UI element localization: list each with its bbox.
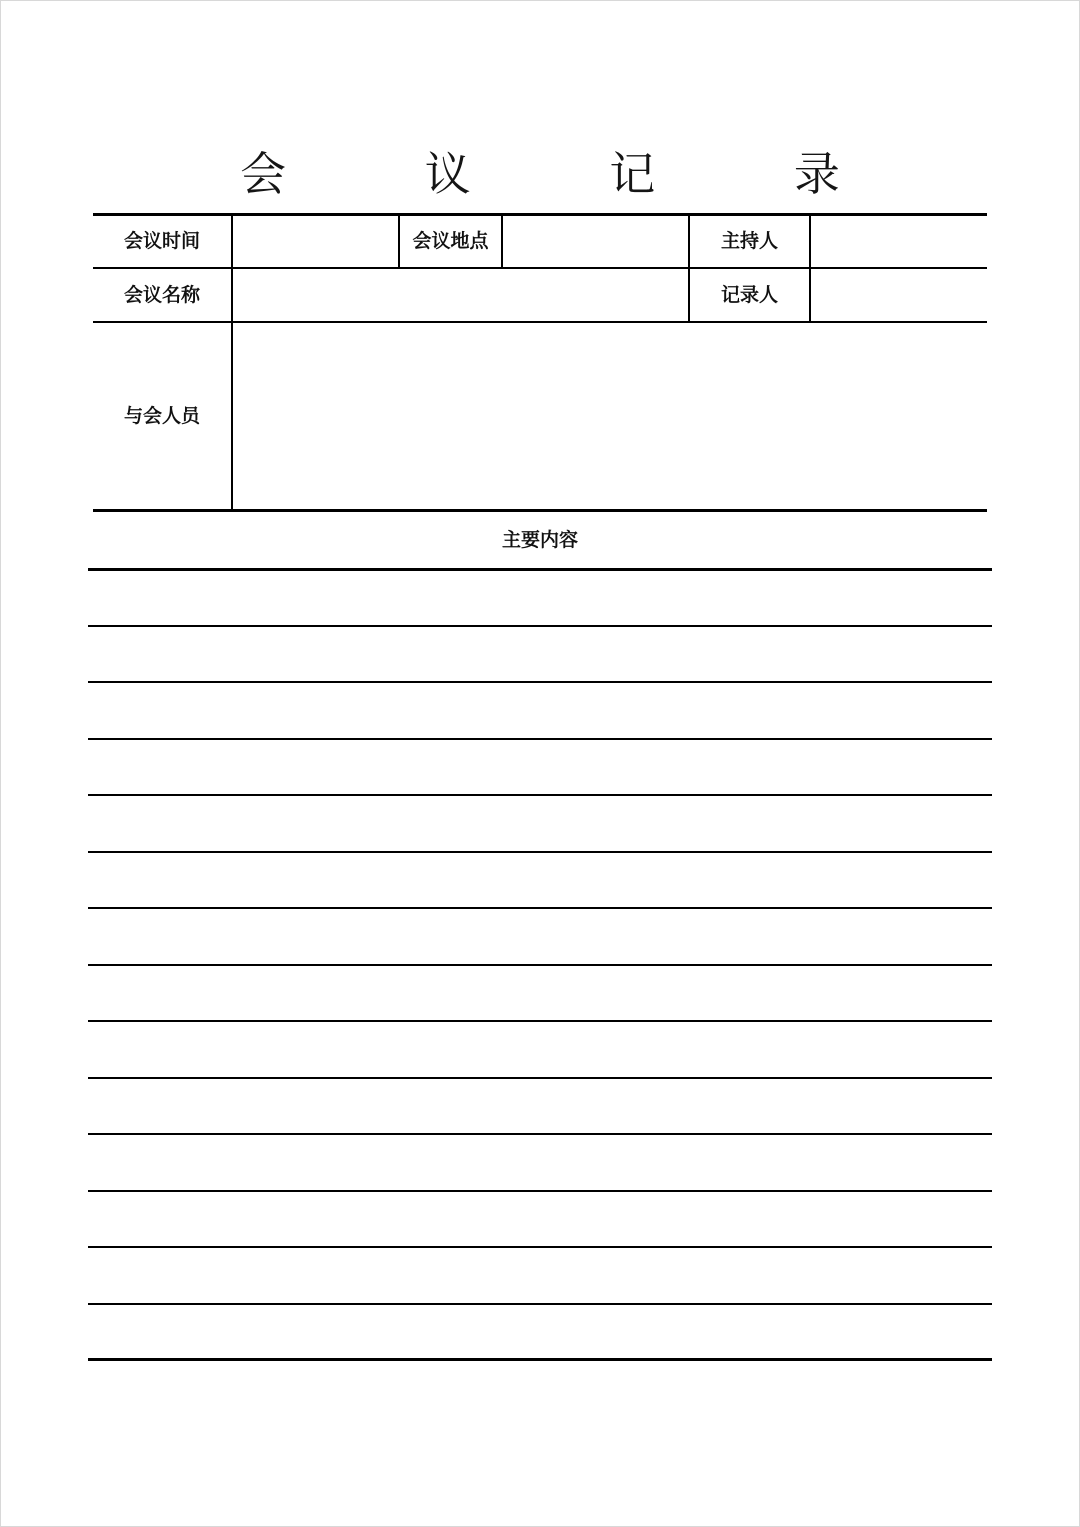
main-content-heading: 主要内容 — [501, 529, 578, 551]
content-line — [88, 1020, 992, 1022]
content-line — [88, 1246, 992, 1248]
meeting-time-field[interactable] — [233, 216, 398, 267]
recorder-label: 记录人 — [720, 284, 778, 306]
content-writing-area[interactable] — [88, 568, 992, 1362]
meeting-place-label: 会议地点 — [412, 230, 489, 252]
content-line — [88, 1077, 992, 1079]
meeting-name-label: 会议名称 — [123, 284, 200, 306]
content-line — [88, 1133, 992, 1135]
content-line — [88, 625, 992, 627]
content-line — [88, 738, 992, 740]
content-line — [88, 794, 992, 796]
content-line — [88, 1190, 992, 1192]
host-label: 主持人 — [720, 230, 778, 252]
content-line — [88, 851, 992, 853]
meeting-place-field[interactable] — [503, 216, 688, 267]
attendees-field[interactable] — [233, 323, 987, 509]
meeting-time-label: 会议时间 — [123, 230, 200, 252]
content-line — [88, 907, 992, 909]
content-bottom-line — [88, 1358, 992, 1361]
document-title: 会 议 记 录 — [240, 147, 902, 201]
content-line — [88, 1303, 992, 1305]
recorder-field[interactable] — [811, 269, 987, 321]
content-line — [88, 964, 992, 966]
attendees-label: 与会人员 — [123, 405, 200, 427]
meeting-name-field[interactable] — [233, 269, 688, 321]
host-field[interactable] — [811, 216, 987, 267]
content-line — [88, 568, 992, 571]
content-line — [88, 681, 992, 683]
table-bottom-border — [93, 509, 987, 512]
